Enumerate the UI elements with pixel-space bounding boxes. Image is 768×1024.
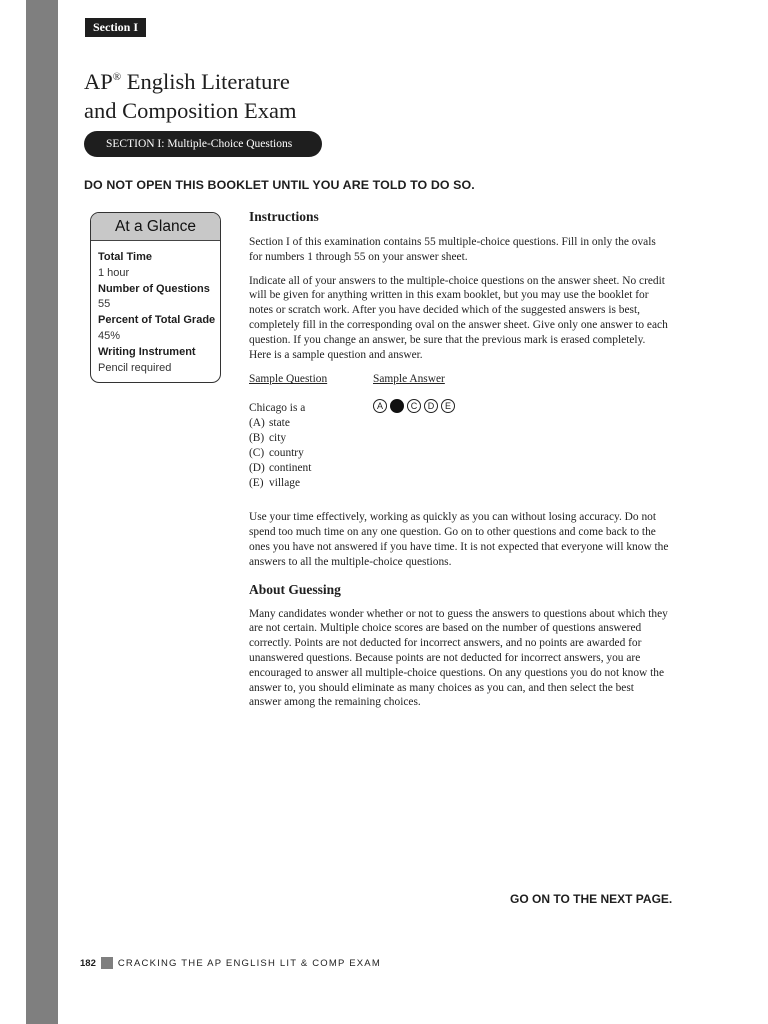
answer-bubble-c [407, 399, 421, 413]
choice-text: city [269, 432, 287, 445]
answer-bubble-e [441, 399, 455, 413]
sample-question-block [249, 401, 311, 491]
answer-bubble-d [424, 399, 438, 413]
choice-text: state [269, 417, 290, 430]
sample-choice [249, 416, 311, 431]
choice-letter: (C) [249, 447, 265, 460]
glance-label: Writing Instrument [98, 345, 196, 358]
footer-square-icon [101, 957, 113, 969]
bubble-letter: E [444, 401, 451, 412]
guessing-paragraph: Many candidates wonder whether or not to guess the answers to questions about which they are not certain. Multiple choice scores are based on the number of questions answered correctly. Points are not deducted for incorrect answers, and no points are awarded for unanswered questions. Because points are not deducted for incorrect answers, you are encouraged to answer all multiple-choice questions. On any questions you do not know the answer to, you should eliminate as many choices as you can, and then select the best answer among the remaining choices. [249, 607, 668, 709]
next-page-notice: GO ON TO THE NEXT PAGE. [510, 892, 673, 906]
sample-choice [249, 476, 311, 491]
bubble-letter: A [376, 401, 383, 412]
title-prefix: AP [84, 69, 113, 94]
page-number: 182 [80, 957, 96, 969]
choice-text: country [269, 447, 304, 460]
instructions-paragraph: Indicate all of your answers to the multiple-choice questions on the answer sheet. No credit will be given for anything written in this exam booklet, but you may use the booklet for notes or scratch work. After you have decided which of the suggested answers is best, completely fill in the corresponding oval on the answer sheet. Give only one answer to each question. If you change an answer, be sure that the previous mark is erased completely. Here is a sample question and answer. [249, 274, 668, 361]
answer-bubble-b [390, 399, 404, 413]
sample-choice [249, 446, 311, 461]
choice-text: continent [269, 462, 312, 475]
sample-choice [249, 461, 311, 476]
sample-answer-label: Sample Answer [373, 373, 445, 386]
page-footer [80, 957, 381, 969]
instructions-paragraph: Use your time effectively, working as quickly as you can without losing accuracy. Do not spend too much time on any one question. Go on to other questions and come back to the ones you have not answered if you have time. It is not expected that everyone will know the answers to all the multiple-choice questions. [249, 511, 669, 568]
at-a-glance-body [91, 241, 220, 376]
glance-value: Pencil required [98, 361, 172, 374]
choice-letter: (E) [249, 477, 264, 490]
bubble-letter: D [427, 401, 435, 412]
at-a-glance-box [90, 212, 221, 383]
sample-headers [249, 372, 669, 387]
warning-notice: DO NOT OPEN THIS BOOKLET UNTIL YOU ARE TOLD TO DO SO. [84, 178, 475, 192]
page-title [84, 63, 297, 125]
sample-question [249, 401, 669, 490]
instructions-heading: Instructions [249, 209, 319, 224]
sample-choice [249, 431, 311, 446]
choice-letter: (D) [249, 462, 265, 475]
choice-letter: (B) [249, 432, 265, 445]
bubble-letter: C [410, 401, 418, 412]
glance-value: 55 [98, 298, 111, 311]
answer-bubble-a [373, 399, 387, 413]
page-margin-bar [26, 0, 58, 1024]
title-line2: and Composition Exam [84, 98, 297, 123]
choice-text: village [269, 477, 300, 490]
choice-letter: (A) [249, 417, 265, 430]
glance-label: Number of Questions [98, 282, 210, 295]
answer-bubbles [373, 399, 455, 413]
glance-label: Total Time [98, 251, 152, 263]
at-a-glance-title: At a Glance [91, 213, 220, 241]
glance-value: 1 hour [98, 266, 130, 279]
glance-label: Percent of Total Grade [98, 314, 216, 327]
registered-mark: ® [112, 71, 122, 83]
sample-stem: Chicago is a [249, 402, 306, 415]
running-title: CRACKING THE AP ENGLISH LIT & COMP EXAM [117, 957, 381, 969]
title-line1: English Literature [121, 69, 290, 94]
section-tag: Section I [85, 18, 146, 37]
sample-question-label: Sample Question [249, 373, 328, 386]
section-pill: SECTION I: Multiple-Choice Questions [84, 131, 322, 157]
main-column [249, 208, 669, 710]
glance-value: 45% [98, 329, 121, 342]
guessing-heading: About Guessing [249, 581, 341, 597]
instructions-paragraph: Section I of this examination contains 55 multiple-choice questions. Fill in only the ovals for numbers 1 through 55 on your answer sheet. [249, 236, 656, 263]
